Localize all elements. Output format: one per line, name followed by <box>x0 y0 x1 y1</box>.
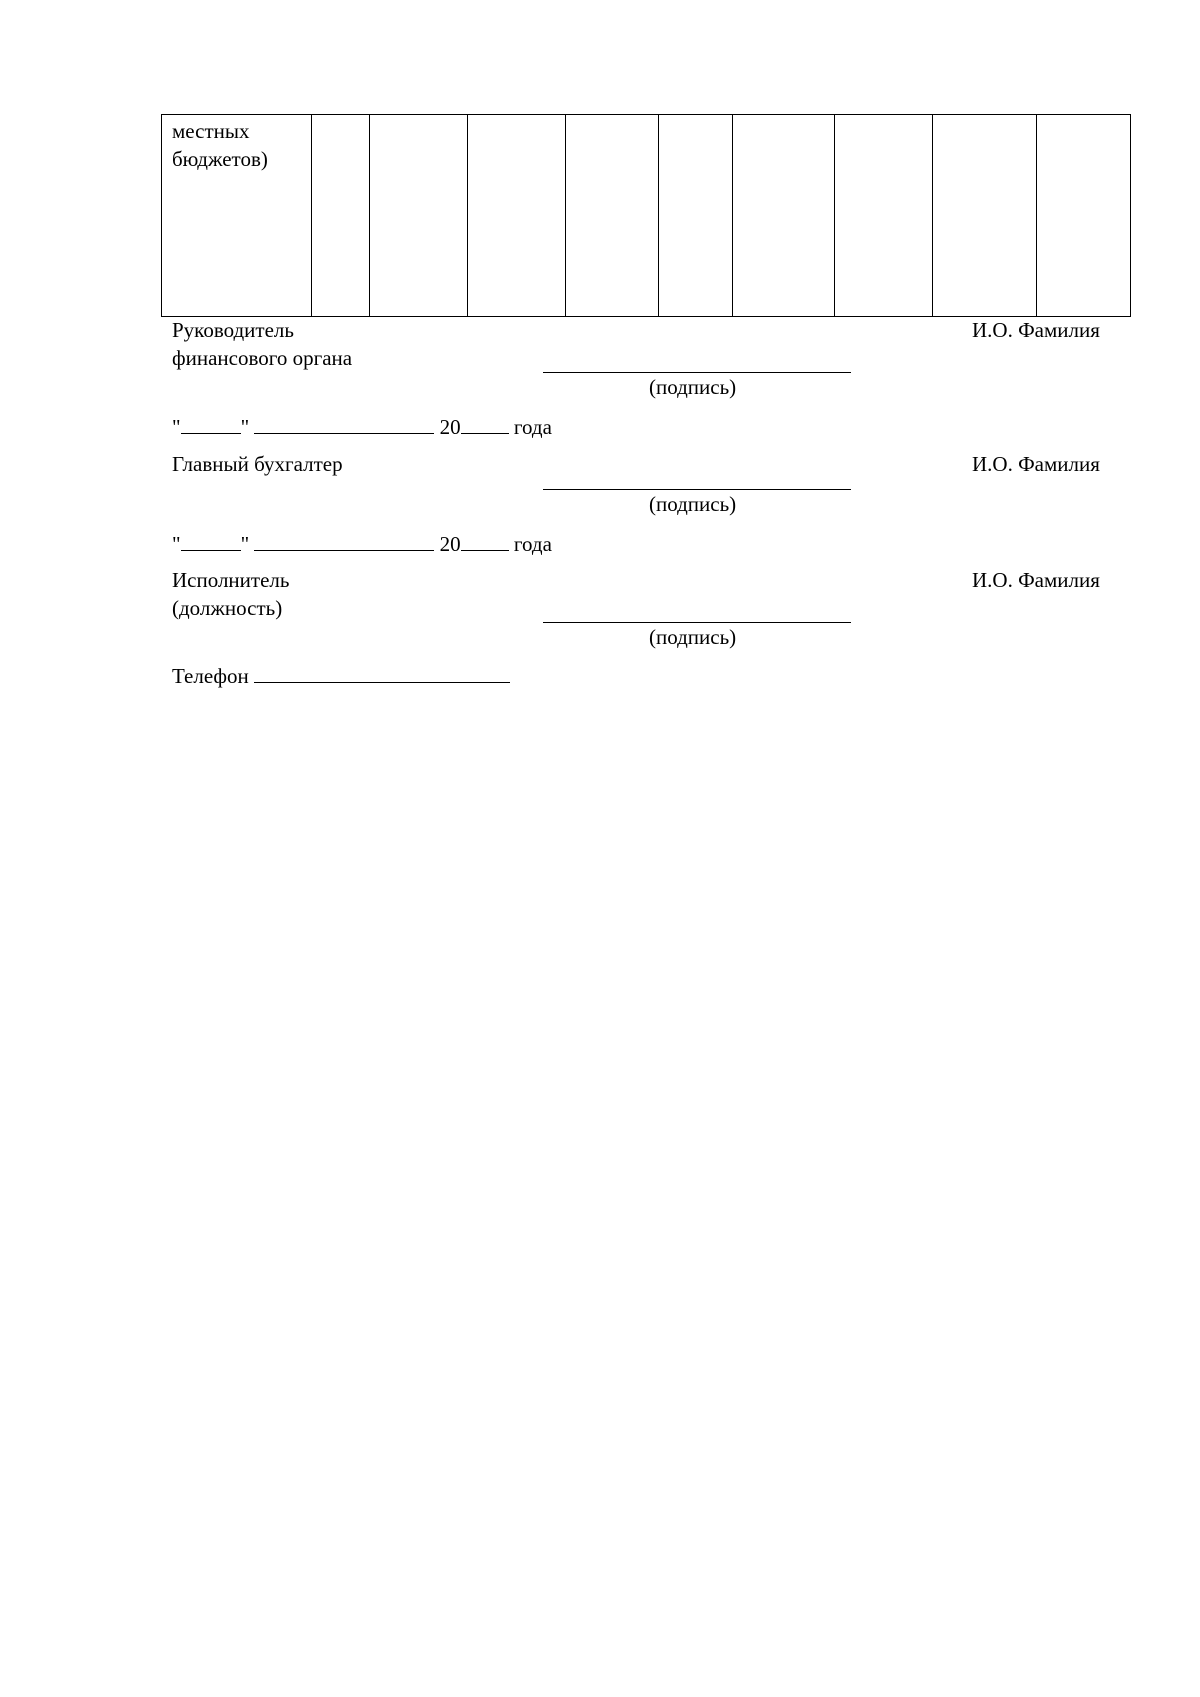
table-cell[interactable] <box>566 115 659 317</box>
cell-text-line: бюджетов) <box>172 147 268 171</box>
accountant-signature-caption: (подпись) <box>649 492 737 516</box>
table-cell[interactable] <box>468 115 566 317</box>
head-signature-caption: (подпись) <box>649 375 737 399</box>
head-role-line1: Руководитель <box>172 318 294 342</box>
executor-role-line1: Исполнитель <box>172 568 290 592</box>
date-line-2 <box>172 528 552 558</box>
table-cell[interactable] <box>834 115 932 317</box>
quote-open: " <box>172 415 181 439</box>
executor-signature-caption: (подпись) <box>649 625 737 649</box>
day-field[interactable] <box>181 411 241 434</box>
year-suffix: года <box>513 532 552 556</box>
year-field[interactable] <box>461 528 509 551</box>
month-field[interactable] <box>254 528 434 551</box>
head-name: И.О. Фамилия <box>972 318 1100 342</box>
day-field[interactable] <box>181 528 241 551</box>
table-cell[interactable] <box>1036 115 1130 317</box>
head-role-line2: финансового органа <box>172 346 353 370</box>
year-suffix: года <box>513 415 552 439</box>
quote-close: " <box>240 415 250 439</box>
month-field[interactable] <box>254 411 434 434</box>
quote-open: " <box>172 532 181 556</box>
accountant-name: И.О. Фамилия <box>972 452 1100 476</box>
quote-close: " <box>240 532 250 556</box>
table-cell[interactable] <box>370 115 468 317</box>
year-field[interactable] <box>461 411 509 434</box>
accountant-role: Главный бухгалтер <box>172 452 343 476</box>
table-cell-label <box>162 115 312 317</box>
cell-text-line: местных <box>172 119 250 143</box>
phone-line <box>172 660 510 690</box>
date-line-1 <box>172 411 552 441</box>
year-prefix: 20 <box>439 415 461 439</box>
executor-name: И.О. Фамилия <box>972 568 1100 592</box>
table-cell[interactable] <box>932 115 1036 317</box>
table-row <box>162 115 1131 317</box>
executor-role-line2: (должность) <box>172 596 283 620</box>
year-prefix: 20 <box>439 532 461 556</box>
table-cell[interactable] <box>659 115 732 317</box>
phone-field[interactable] <box>254 660 510 683</box>
phone-label: Телефон <box>172 664 249 688</box>
table-cell[interactable] <box>732 115 834 317</box>
table-cell[interactable] <box>312 115 370 317</box>
budget-table <box>161 114 1131 317</box>
